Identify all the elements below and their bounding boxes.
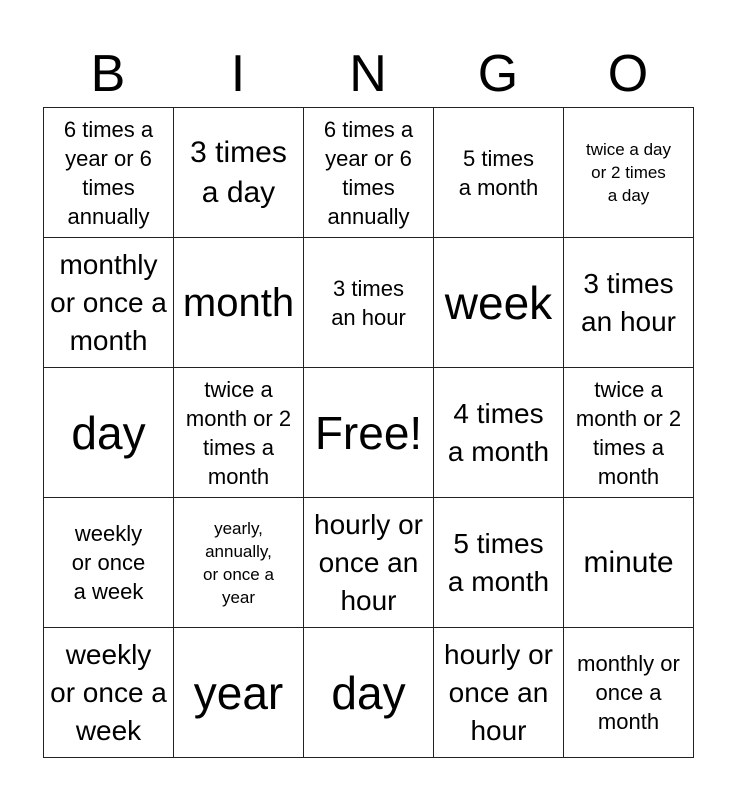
bingo-cell[interactable] [434, 238, 564, 368]
cell-text: 3 times a day [190, 135, 287, 209]
cell-text: year [193, 666, 284, 719]
bingo-cell[interactable] [304, 498, 434, 628]
bingo-cell[interactable] [434, 108, 564, 238]
bingo-cell[interactable] [44, 498, 174, 628]
header-letter-i: I [230, 45, 246, 103]
cell-text: 3 times an hour [331, 275, 406, 330]
bingo-cell[interactable] [564, 368, 694, 498]
cell-text: monthly or once a month [50, 248, 167, 356]
bingo-cell[interactable] [174, 628, 304, 758]
bingo-cell[interactable] [434, 628, 564, 758]
bingo-cell[interactable] [304, 108, 434, 238]
bingo-cell[interactable] [304, 238, 434, 368]
cell-text: weekly or once a week [71, 521, 146, 604]
cell-text: week [444, 276, 553, 329]
cell-text: hourly or once an hour [314, 508, 423, 616]
bingo-cell[interactable] [44, 238, 174, 368]
cell-text: yearly, annually, or once a year [203, 518, 274, 607]
cell-text: 5 times a month [458, 145, 539, 200]
bingo-cell[interactable] [434, 498, 564, 628]
header-letter-n: N [349, 45, 387, 103]
cell-text: monthly or once a month [577, 651, 680, 734]
cell-text: day [331, 666, 406, 719]
cell-text: twice a day or 2 times a day [585, 140, 672, 205]
cell-text: minute [583, 545, 674, 579]
cell-text: 3 times an hour [581, 267, 676, 337]
bingo-cell[interactable] [564, 628, 694, 758]
bingo-cell[interactable] [44, 108, 174, 238]
bingo-cell[interactable] [44, 368, 174, 498]
bingo-cell[interactable] [434, 368, 564, 498]
free-space-cell[interactable] [304, 368, 434, 498]
cell-text: 6 times a year or 6 times annually [63, 116, 154, 229]
header-letter-b: B [90, 45, 126, 103]
free-space-text: Free! [314, 406, 423, 459]
cell-text: hourly or once an hour [444, 638, 553, 746]
bingo-cell[interactable] [564, 498, 694, 628]
bingo-cell[interactable] [304, 628, 434, 758]
cell-text: 6 times a year or 6 times annually [323, 116, 414, 229]
bingo-cell[interactable] [564, 108, 694, 238]
cell-text: weekly or once a week [50, 638, 167, 746]
cell-text: twice a month or 2 times a month [575, 376, 682, 489]
cell-text: 4 times a month [447, 397, 550, 467]
bingo-cell[interactable] [564, 238, 694, 368]
bingo-cell[interactable] [44, 628, 174, 758]
bingo-header [43, 40, 693, 108]
cell-text: day [71, 406, 146, 459]
bingo-cell[interactable] [174, 108, 304, 238]
bingo-board [43, 107, 694, 758]
cell-text: month [182, 280, 295, 325]
cell-text: 5 times a month [447, 527, 550, 597]
header-letter-o: O [607, 45, 649, 103]
bingo-cell[interactable] [174, 368, 304, 498]
bingo-cell[interactable] [174, 498, 304, 628]
bingo-cell[interactable] [174, 238, 304, 368]
header-letter-g: G [477, 45, 519, 103]
cell-text: twice a month or 2 times a month [185, 376, 292, 489]
